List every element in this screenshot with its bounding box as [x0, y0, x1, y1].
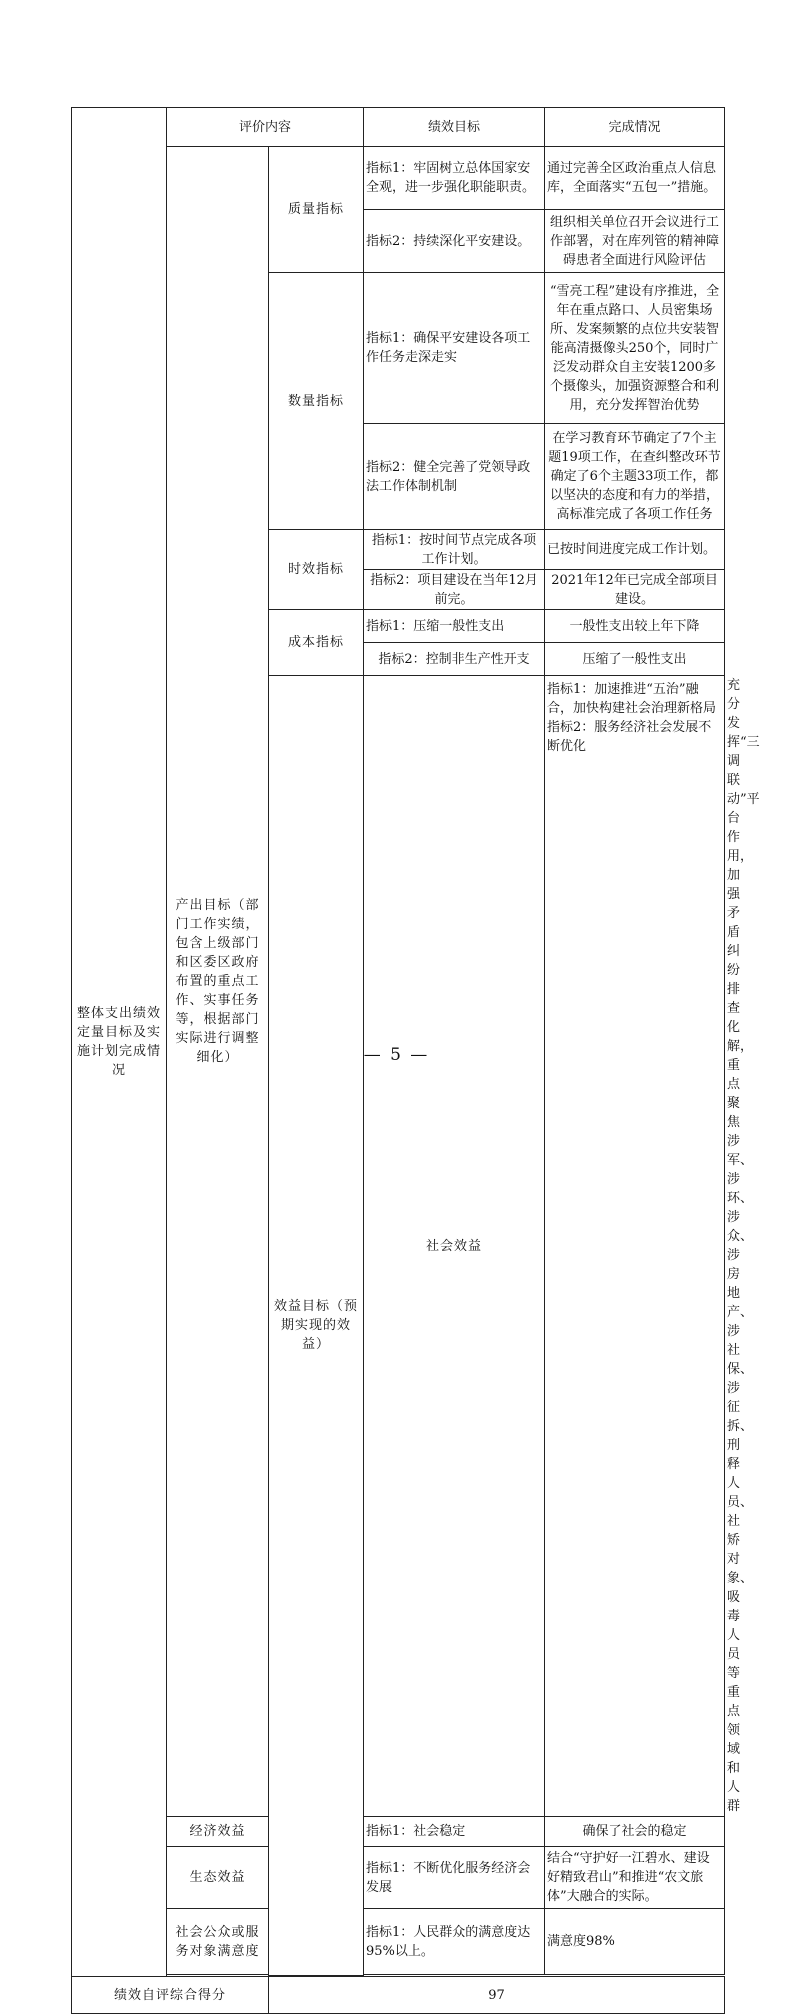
target-cell: 指标1：社会稳定 [364, 1817, 545, 1847]
score-value: 97 [269, 1977, 725, 2014]
header-eval-content: 评价内容 [167, 108, 364, 147]
result-cell: 压缩了一般性支出 [545, 643, 725, 676]
result-cell: 一般性支出较上年下降 [545, 610, 725, 643]
target-cell: 指标1：不断优化服务经济会发展 [364, 1847, 545, 1909]
result-cell: 2021年12年已完成全部项目建设。 [545, 570, 725, 610]
result-cell: 结合“守护好一江碧水、建设好精致君山”和推进“农文旅体”大融合的实际。 [545, 1847, 725, 1909]
target-cell: 指标1：按时间节点完成各项工作计划。 [364, 530, 545, 570]
header-perf-target: 绩效目标 [364, 108, 545, 147]
social-target-2: 指标2：服务经济社会发展不断优化 [547, 720, 712, 754]
page-number: — 5 — [363, 1045, 430, 1065]
result-cell: “雪亮工程”建设有序推进，全年在重点路口、人员密集场所、发案频繁的点位共安装智能高清摄像头250个，同时广泛发动群众自主安装1200多个摄像头，加强资源整合和利用，充分发挥智治优势 [545, 273, 725, 424]
performance-table: 整体支出绩效定量目标及实施计划完成情况 评价内容 绩效目标 完成情况 产出目标（部门工作实绩，包含上级部门和区委区政府布置的重点工作、实事任务等，根据部门实际进行调整细化） 质量指标 指标1：牢固树立总体国家安全观，进一步强化职能职责。 通过完善全区政治重点人信息库，全面落实“五包一”措施。 指标2：持续深化平安建设。 组织相关单位召开会议进行工作部署，对在库列管的精神障碍患者全面进行风险评估 数量指标 指标1：确保平安建设各项工作任务走深走实 “雪亮工程”建设有序推进，全年在重点路口、人员密集场所、发案频繁的点位共安装智能高清摄像头250个，同时广泛发动群众自主安装1200多个摄像头，加强资源整合和利用，充分发挥智治优势 指标2：健全完善了党领导政法工作体制机制 在学习教育环节确定了7个主题19项工作，在查纠整改环节确定了6个主题33项工作，都以坚决的态度和有力的举措，高标准完成了各项工作任务 时效指标 指标1：按时间节点完成各项工作计划。 已按时间进度完成工作计划。 指标2：项目建设在当年12月前完。 2021年12年已完成全部项目建设。 成本指标 指标1：压缩一般性支出 一般性支出较上年下降 指标2：控制非生产性开支 压缩了一般性支出 效益目标（预期实现的效益） 社会效益 指标1：加速推进“五治”融合，加快构建社会治理新格局 指标2：服务经济社会发展不断优化 充分发挥“三调联动”平台作用，加强矛盾纠纷排查化解，重点聚焦涉军、涉环、涉众、涉房地产、涉社保、涉征拆、刑释人员、社矫对象、吸毒人员等重点领域和人群 经济效益 指标1：社会稳定 确保了社会的稳定 生态效益 指标1：不断优化服务经济会发展 结合“守护好一江碧水、建设好精致君山”和推进“农文旅体”大融合的实际。 社会公众或服务对象满意度 指标1：人民群众的满意度达95%以上。 满意度98% 绩效自评综合得分 97 [71, 107, 725, 2014]
target-cell: 指标1：确保平安建设各项工作任务走深走实 [364, 273, 545, 424]
target-cell: 指标1：人民群众的满意度达95%以上。 [364, 1909, 545, 1975]
result-cell: 组织相关单位召开会议进行工作部署，对在库列管的精神障碍患者全面进行风险评估 [545, 210, 725, 273]
target-cell: 指标1：牢固树立总体国家安全观，进一步强化职能职责。 [364, 147, 545, 210]
result-cell: 确保了社会的稳定 [545, 1817, 725, 1847]
category-satisfaction: 社会公众或服务对象满意度 [167, 1909, 269, 1975]
target-cell: 指标2：项目建设在当年12月前完。 [364, 570, 545, 610]
header-completion: 完成情况 [545, 108, 725, 147]
target-cell: 指标2：持续深化平安建设。 [364, 210, 545, 273]
social-target-1: 指标1：加速推进“五治”融合，加快构建社会治理新格局 [547, 682, 717, 716]
category-cost: 成本指标 [269, 610, 364, 676]
score-label: 绩效自评综合得分 [72, 1977, 269, 2014]
target-cell: 指标2：控制非生产性开支 [364, 643, 545, 676]
left-section-label: 整体支出绩效定量目标及实施计划完成情况 [72, 108, 167, 1977]
target-cell: 指标1：压缩一般性支出 [364, 610, 545, 643]
category-quality: 质量指标 [269, 147, 364, 273]
category-social: 社会效益 [364, 676, 545, 1817]
result-cell: 满意度98% [545, 1909, 725, 1975]
result-cell: 已按时间进度完成工作计划。 [545, 530, 725, 570]
category-timeliness: 时效指标 [269, 530, 364, 610]
target-cell: 指标2：健全完善了党领导政法工作体制机制 [364, 424, 545, 530]
category-ecological: 生态效益 [167, 1847, 269, 1909]
target-cell [545, 676, 725, 1817]
result-cell: 在学习教育环节确定了7个主题19项工作，在查纠整改环节确定了6个主题33项工作，都以坚决的态度和有力的举措，高标准完成了各项工作任务 [545, 424, 725, 530]
category-economic: 经济效益 [167, 1817, 269, 1847]
output-goal-cell: 产出目标（部门工作实绩，包含上级部门和区委区政府布置的重点工作、实事任务等，根据部门实际进行调整细化） [167, 147, 269, 1817]
benefit-goal-cell: 效益目标（预期实现的效益） [269, 676, 364, 1976]
category-quantity: 数量指标 [269, 273, 364, 530]
result-cell: 通过完善全区政治重点人信息库，全面落实“五包一”措施。 [545, 147, 725, 210]
